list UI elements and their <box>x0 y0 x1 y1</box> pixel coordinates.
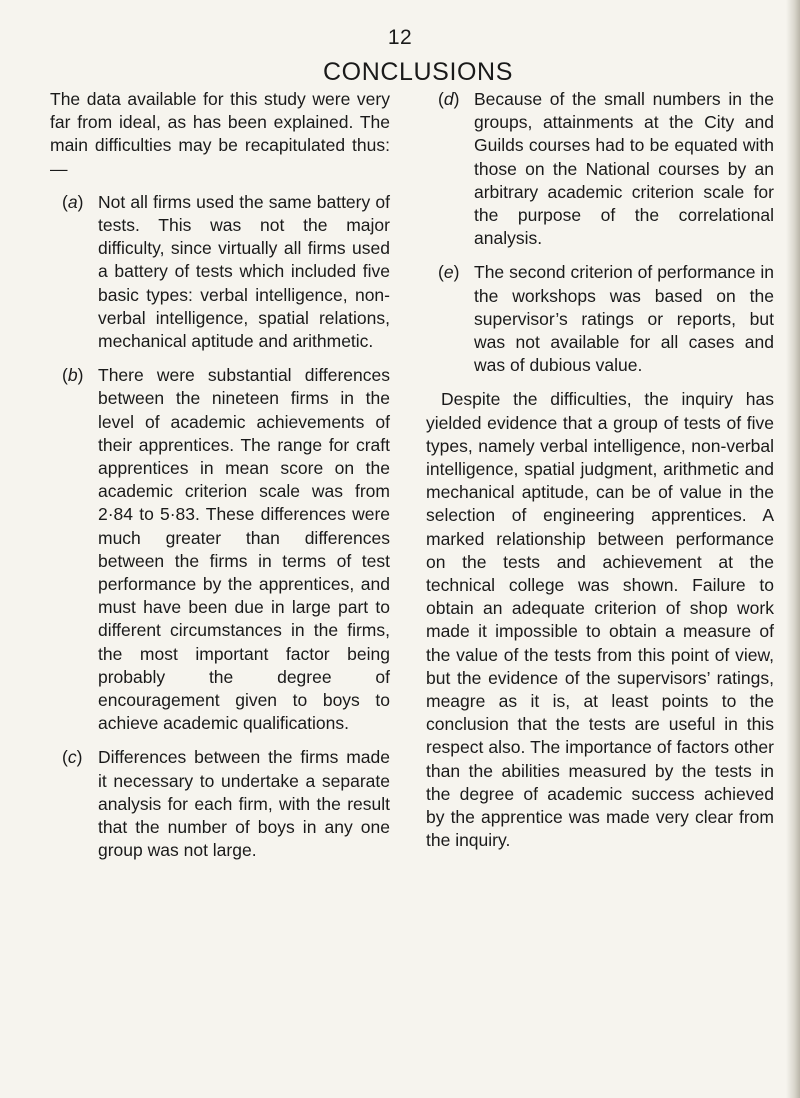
page-number: 12 <box>387 26 413 49</box>
list-item-text: Not all firms used the same battery of tests. This was not the major difficulty, since virtually all firms used a battery of tests which included five basic types: verbal intelligence, non-verbal intelligence, spatial relations, mechanical aptitude and arithmetic. <box>98 191 390 352</box>
list-item-text: Because of the small numbers in the groups, attainments at the City and Guilds courses had to be equated with those on the National courses by an arbitrary academic criterion scale for the purpose of the correlational analysis. <box>474 89 774 249</box>
page-edge-shadow <box>786 0 800 1098</box>
item-marker: (d) <box>438 89 460 109</box>
item-marker: (e) <box>438 262 460 283</box>
list-item-d <box>426 88 774 250</box>
list-item-c <box>50 746 390 862</box>
page-title: CONCLUSIONS <box>323 58 513 86</box>
list-item-text: The second criterion of performance in the workshops was based on the supervisor’s ratings or reports, but was not available for all cases and was of dubious value. <box>474 262 774 376</box>
right-column <box>426 88 774 863</box>
item-marker: (b) <box>62 365 84 386</box>
list-item-e <box>426 261 774 377</box>
conclusion-paragraph: Despite the difficulties, the inquiry has yielded evidence that a group of tests of five types, namely verbal intelligence, non-verbal intelligence, spatial judgment, arithmetic and mechanical aptitude, can be of value in the selection of engineering apprentices. A marked relationship between performance on the tests and achievement at the technical college was shown. Failure to obtain an adequate criterion of shop work made it impossible to obtain a measure of the value of the tests from this point of view, but the evidence of the supervisors’ ratings, meagre as it is, at least points to the conclusion that the tests are useful in this respect also. The importance of factors other than the abilities measured by the tests in the degree of academic success achieved by the apprentice was made very clear from the inquiry. <box>426 389 774 851</box>
left-column <box>50 88 390 874</box>
list-item-text: Differences between the firms made it necessary to undertake a separate analysis for each firm, with the result that the number of boys in any one group was not large. <box>98 747 390 861</box>
list-item-b <box>50 364 390 735</box>
item-marker: (c) <box>62 747 83 768</box>
list-item-a <box>50 191 390 353</box>
list-item-text: There were substantial differences between the nineteen firms in the level of academic achievements of their apprentices. The range for craft apprentices in mean score on the academic criterion scale was from 2·84 to 5·83. These differences were much greater than differences between the firms in terms of test performance by the apprentices, and must have been due in large part to different circumstances in the firms, the most important factor being probably the degree of encouragement given to boys to achieve academic qualifications. <box>98 365 390 734</box>
intro-paragraph: The data available for this study were very far from ideal, as has been explained. The main difficulties may be recapitulated thus:— <box>50 89 390 179</box>
item-marker: (a) <box>62 191 84 212</box>
